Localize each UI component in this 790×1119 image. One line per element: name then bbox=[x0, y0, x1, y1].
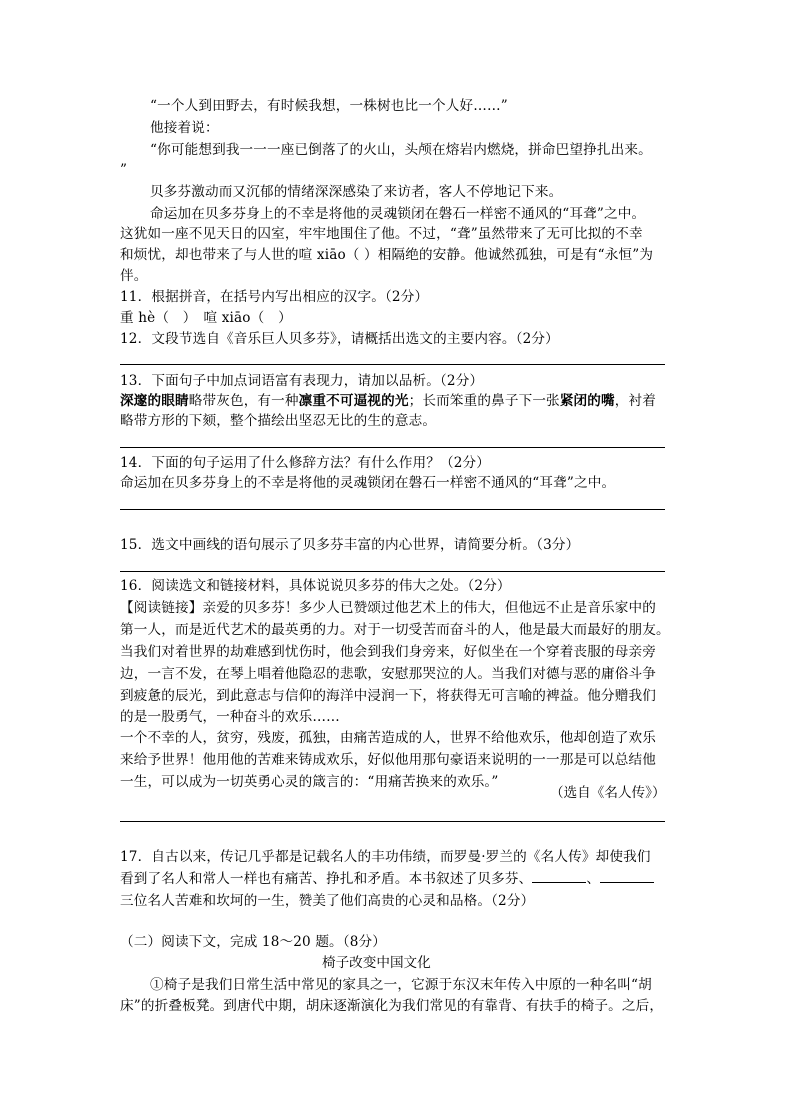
fill-blank[interactable] bbox=[600, 870, 654, 883]
passage-line: 和烦忧，却也带来了与人世的喧 xiāo（ ）相隔绝的安静。他诚然孤独，可是有“永恒”为 bbox=[120, 247, 654, 263]
passage-line: “一个人到田野去，有时候我想，一株树也比一个人好……” bbox=[150, 98, 508, 114]
question-14-sentence: 命运加在贝多芬身上的不幸是将他的灵魂锁闭在磐石一样密不通风的“耳聋”之中。 bbox=[120, 475, 616, 491]
passage-line: 他接着说： bbox=[150, 120, 219, 136]
passage-line: 伴。 bbox=[120, 268, 148, 284]
question-13-sentence: 深邃的眼睛略带灰色，有一种凛重不可逼视的光；长而笨重的鼻子下一张紧闭的嘴，衬着 bbox=[120, 393, 657, 409]
question-11-stem: 11．根据拼音，在括号内写出相应的汉字。（2分） bbox=[120, 289, 429, 305]
link-material-line: 一生，可以成为一切英勇心灵的箴言的：“用痛苦换来的欢乐。” bbox=[120, 774, 499, 790]
link-material-line: 当我们对着世界的劫难感到忧伤时，他会到我们身旁来，好似坐在一个穿着丧服的母亲旁 bbox=[120, 644, 657, 660]
link-material-line: 边，一言不发，在琴上唱着他隐忍的悲歌，安慰那哭泣的人。当我们对德与恶的庸俗斗争 bbox=[120, 666, 657, 682]
article-title: 椅子改变中国文化 bbox=[322, 955, 431, 971]
question-17-line: 三位名人苦难和坎坷的一生，赞美了他们高贵的心灵和品格。（2分） bbox=[120, 893, 535, 909]
link-material-line: 一个不幸的人，贫穷，残废，孤独，由痛苦造成的人，世界不给他欢乐，他却创造了欢乐 bbox=[120, 730, 657, 746]
passage-line: 这犹如一座不见天日的囚室，牢牢地围住了他。不过，“聋”虽然带来了无可比拟的不幸 bbox=[120, 226, 643, 242]
answer-rule[interactable] bbox=[120, 447, 665, 448]
passage-line: 贝多芬激动而又沉郁的情绪深深感染了来访者，客人不停地记下来。 bbox=[150, 184, 563, 200]
highlighted-phrase: 紧闭的嘴 bbox=[559, 393, 615, 409]
answer-rule[interactable] bbox=[120, 364, 665, 365]
link-material-line: 第一人，而是近代艺术的最英勇的力。对于一切受苦而奋斗的人，他是最大而最好的朋友。 bbox=[120, 622, 670, 638]
section-heading: （二）阅读下文，完成 18～20 题。（8分） bbox=[120, 934, 387, 950]
fill-blank[interactable] bbox=[532, 870, 586, 883]
link-material-line: 【阅读链接】亲爱的贝多芬！多少人已赞颂过他艺术上的伟大，但他远不止是音乐家中的 bbox=[120, 600, 657, 616]
passage-line: ” bbox=[120, 162, 128, 178]
question-14-stem: 14．下面的句子运用了什么修辞方法？有什么作用？（2分） bbox=[120, 455, 490, 471]
answer-rule[interactable] bbox=[120, 571, 665, 572]
link-material-line: 到疲惫的辰光，到此意志与信仰的海洋中浸润一下，将获得无可言喻的裨益。他分赠我们 bbox=[120, 688, 657, 704]
question-17-line: 17．自古以来，传记几乎都是记载名人的丰功伟绩，而罗曼·罗兰的《名人传》却使我们 bbox=[120, 849, 651, 865]
passage-line: 命运加在贝多芬身上的不幸是将他的灵魂锁闭在磐石一样密不通风的“耳聋”之中。 bbox=[150, 206, 646, 222]
article-line: ①椅子是我们日常生活中常见的家具之一，它源于东汉末年传入中原的一种名叫“胡 bbox=[150, 977, 652, 993]
question-16-stem: 16．阅读选文和链接材料，具体说说贝多芬的伟大之处。（2分） bbox=[120, 578, 511, 594]
question-13-sentence-cont: 略带方形的下颏，整个描绘出坚忍无比的生的意志。 bbox=[120, 413, 437, 429]
passage-line: “你可能想到我一一一座已倒落了的火山，头颅在熔岩内燃烧，拼命巴望挣扎出来。 bbox=[150, 142, 652, 158]
question-17-line: 看到了名人和常人一样也有痛苦、挣扎和矛盾。本书叙述了贝多芬、 、 bbox=[120, 869, 654, 889]
question-15-stem: 15．选文中画线的语句展示了贝多芬丰富的内心世界，请简要分析。（3分） bbox=[120, 537, 580, 553]
link-material-line: 的是一股勇气，一种奋斗的欢乐…… bbox=[120, 709, 340, 725]
question-13-stem: 13．下面句子中加点词语富有表现力，请加以品析。（2分） bbox=[120, 373, 484, 389]
source-citation: （选自《名人传》） bbox=[550, 785, 666, 801]
link-material-line: 来给予世界！他用他的苦难来铸成欢乐，好似他用那句豪语来说明的一一那是可以总结他 bbox=[120, 752, 657, 768]
highlighted-phrase: 凛重不可逼视的光 bbox=[298, 393, 409, 409]
question-12-stem: 12．文段节选自《音乐巨人贝多芬》，请概括出选文的主要内容。（2分） bbox=[120, 331, 559, 347]
question-11-answer-line[interactable]: 重 hè（ ） 喧 xiāo（ ） bbox=[120, 310, 292, 326]
article-line: 床”的折叠板凳。到唐代中期，胡床逐渐演化为我们常见的有靠背、有扶手的椅子。之后， bbox=[120, 998, 664, 1014]
highlighted-phrase: 深邃的眼睛 bbox=[120, 393, 189, 409]
answer-rule[interactable] bbox=[120, 509, 665, 510]
answer-rule[interactable] bbox=[120, 821, 665, 822]
